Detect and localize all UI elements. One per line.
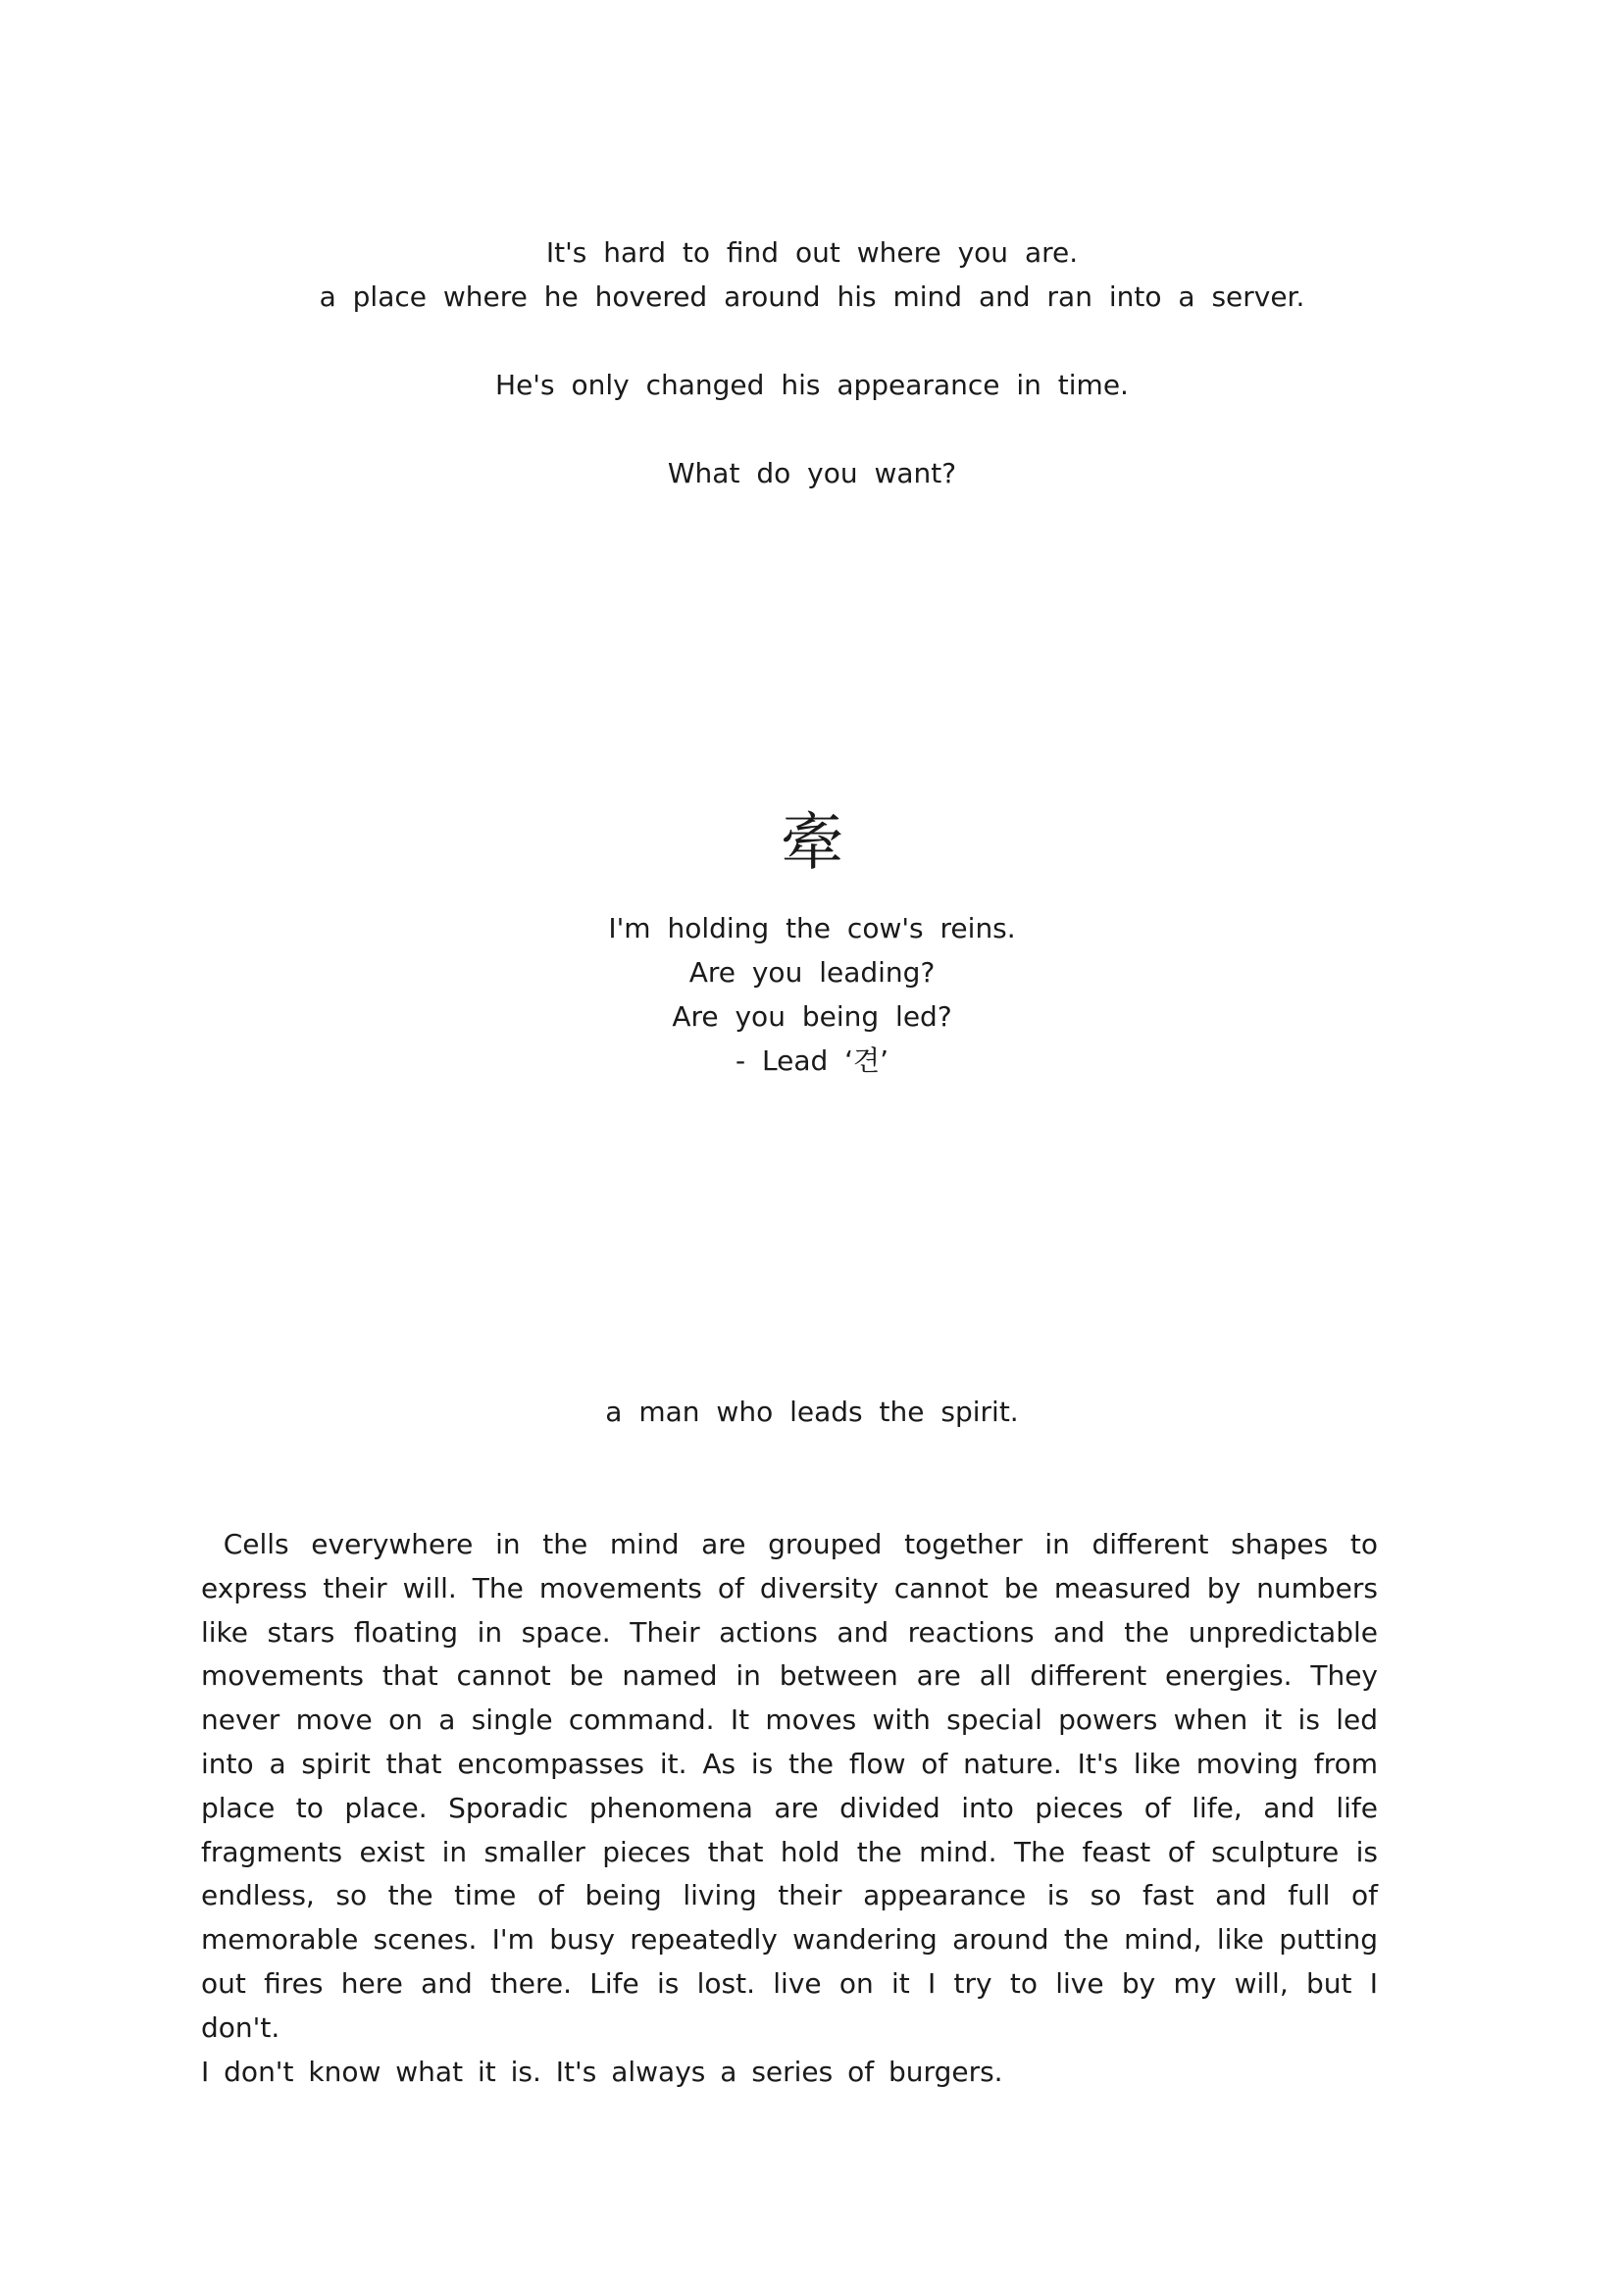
intro-line-2: a place where he hovered around his mind and ran into a server. [319, 280, 1305, 313]
section-heading: a man who leads the spirit. [605, 1396, 1019, 1428]
hanja-line-4: - Lead ‘견’ [735, 1044, 889, 1077]
hanja-line-3: Are you being led? [672, 1000, 952, 1033]
hanja-line-2: Are you leading? [688, 956, 936, 989]
intro-line-3: He's only changed his appearance in time. [495, 369, 1129, 401]
body-text [201, 1523, 1393, 2094]
body-paragraph: Cells everywhere in the mind are grouped together in different shapes to express their will. The movements of diversity cannot be measured by numbers like stars floating in space. Their actions and reactions and the unpredictable movements that cannot be named in between are all different energies. They never move on a single command. It moves with special powers when it is led into a spirit that encompasses it. As is the flow of nature. It's like moving from place to place. Sporadic phenomena are divided into pieces of life, and life fragments exist in smaller pieces that hold the mind. The feast of sculpture is endless, so the time of being living their appearance is so fast and full of memorable scenes. I'm busy repeatedly wandering around the mind, like putting out fires here and there. Life is lost. live on it I try to live by my will, but I don't. [201, 1528, 1393, 2044]
intro-line-1: It's hard to find out where you are. [545, 236, 1079, 269]
hanja-character: 牽 [781, 807, 843, 880]
hanja-line-1: I'm holding the cow's reins. [608, 912, 1016, 944]
intro-line-4: What do you want? [667, 457, 957, 489]
body-last-line: I don't know what it is. It's always a series of burgers. [201, 2055, 1003, 2088]
